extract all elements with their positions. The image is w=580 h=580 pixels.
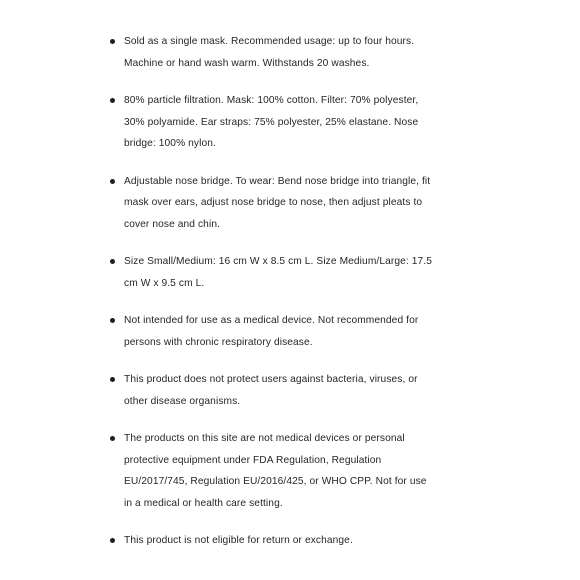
list-item <box>0 310 434 353</box>
list-item <box>0 90 434 155</box>
bullet-icon <box>110 538 115 543</box>
list-item-text: Sold as a single mask. Recommended usage: up to four hours. Machine or hand wash warm. Withstands 20 washes. <box>124 36 415 69</box>
list-item-text: Adjustable nose bridge. To wear: Bend nose bridge into triangle, fit mask over ears, adjust nose bridge to nose, then adjust pleats to cover nose and chin. <box>124 175 431 230</box>
list-item-text: The products on this site are not medical devices or personal protective equipment under FDA Regulation, Regulation EU/2017/745, Regulation EU/2016/425, or WHO CPP. Not for use in a medical or health care setting. <box>124 433 427 509</box>
bullet-icon <box>110 39 115 44</box>
bullet-icon <box>110 377 115 382</box>
bullet-icon <box>110 436 115 441</box>
bullet-icon <box>110 318 115 323</box>
list-item-text: This product is not eligible for return or exchange. <box>124 535 353 546</box>
bullet-icon <box>110 179 115 184</box>
list-item <box>0 171 434 236</box>
list-item-text: 80% particle filtration. Mask: 100% cotton. Filter: 70% polyester, 30% polyamide. Ear straps: 75% polyester, 25% elastane. Nose bridge: 100% nylon. <box>124 95 419 149</box>
list-item <box>0 369 434 412</box>
list-item-text: Size Small/Medium: 16 cm W x 8.5 cm L. Size Medium/Large: 17.5 cm W x 9.5 cm L. <box>124 256 432 289</box>
list-item <box>0 31 434 74</box>
list-item-text: Not intended for use as a medical device. Not recommended for persons with chronic respiratory disease. <box>124 315 419 348</box>
bullet-icon <box>110 98 115 103</box>
list-item <box>0 428 434 514</box>
list-item <box>0 251 434 294</box>
list-item <box>0 530 434 552</box>
bullet-icon <box>110 259 115 264</box>
list-item-text: This product does not protect users against bacteria, viruses, or other disease organisms. <box>124 374 418 407</box>
product-details-list <box>0 31 580 568</box>
